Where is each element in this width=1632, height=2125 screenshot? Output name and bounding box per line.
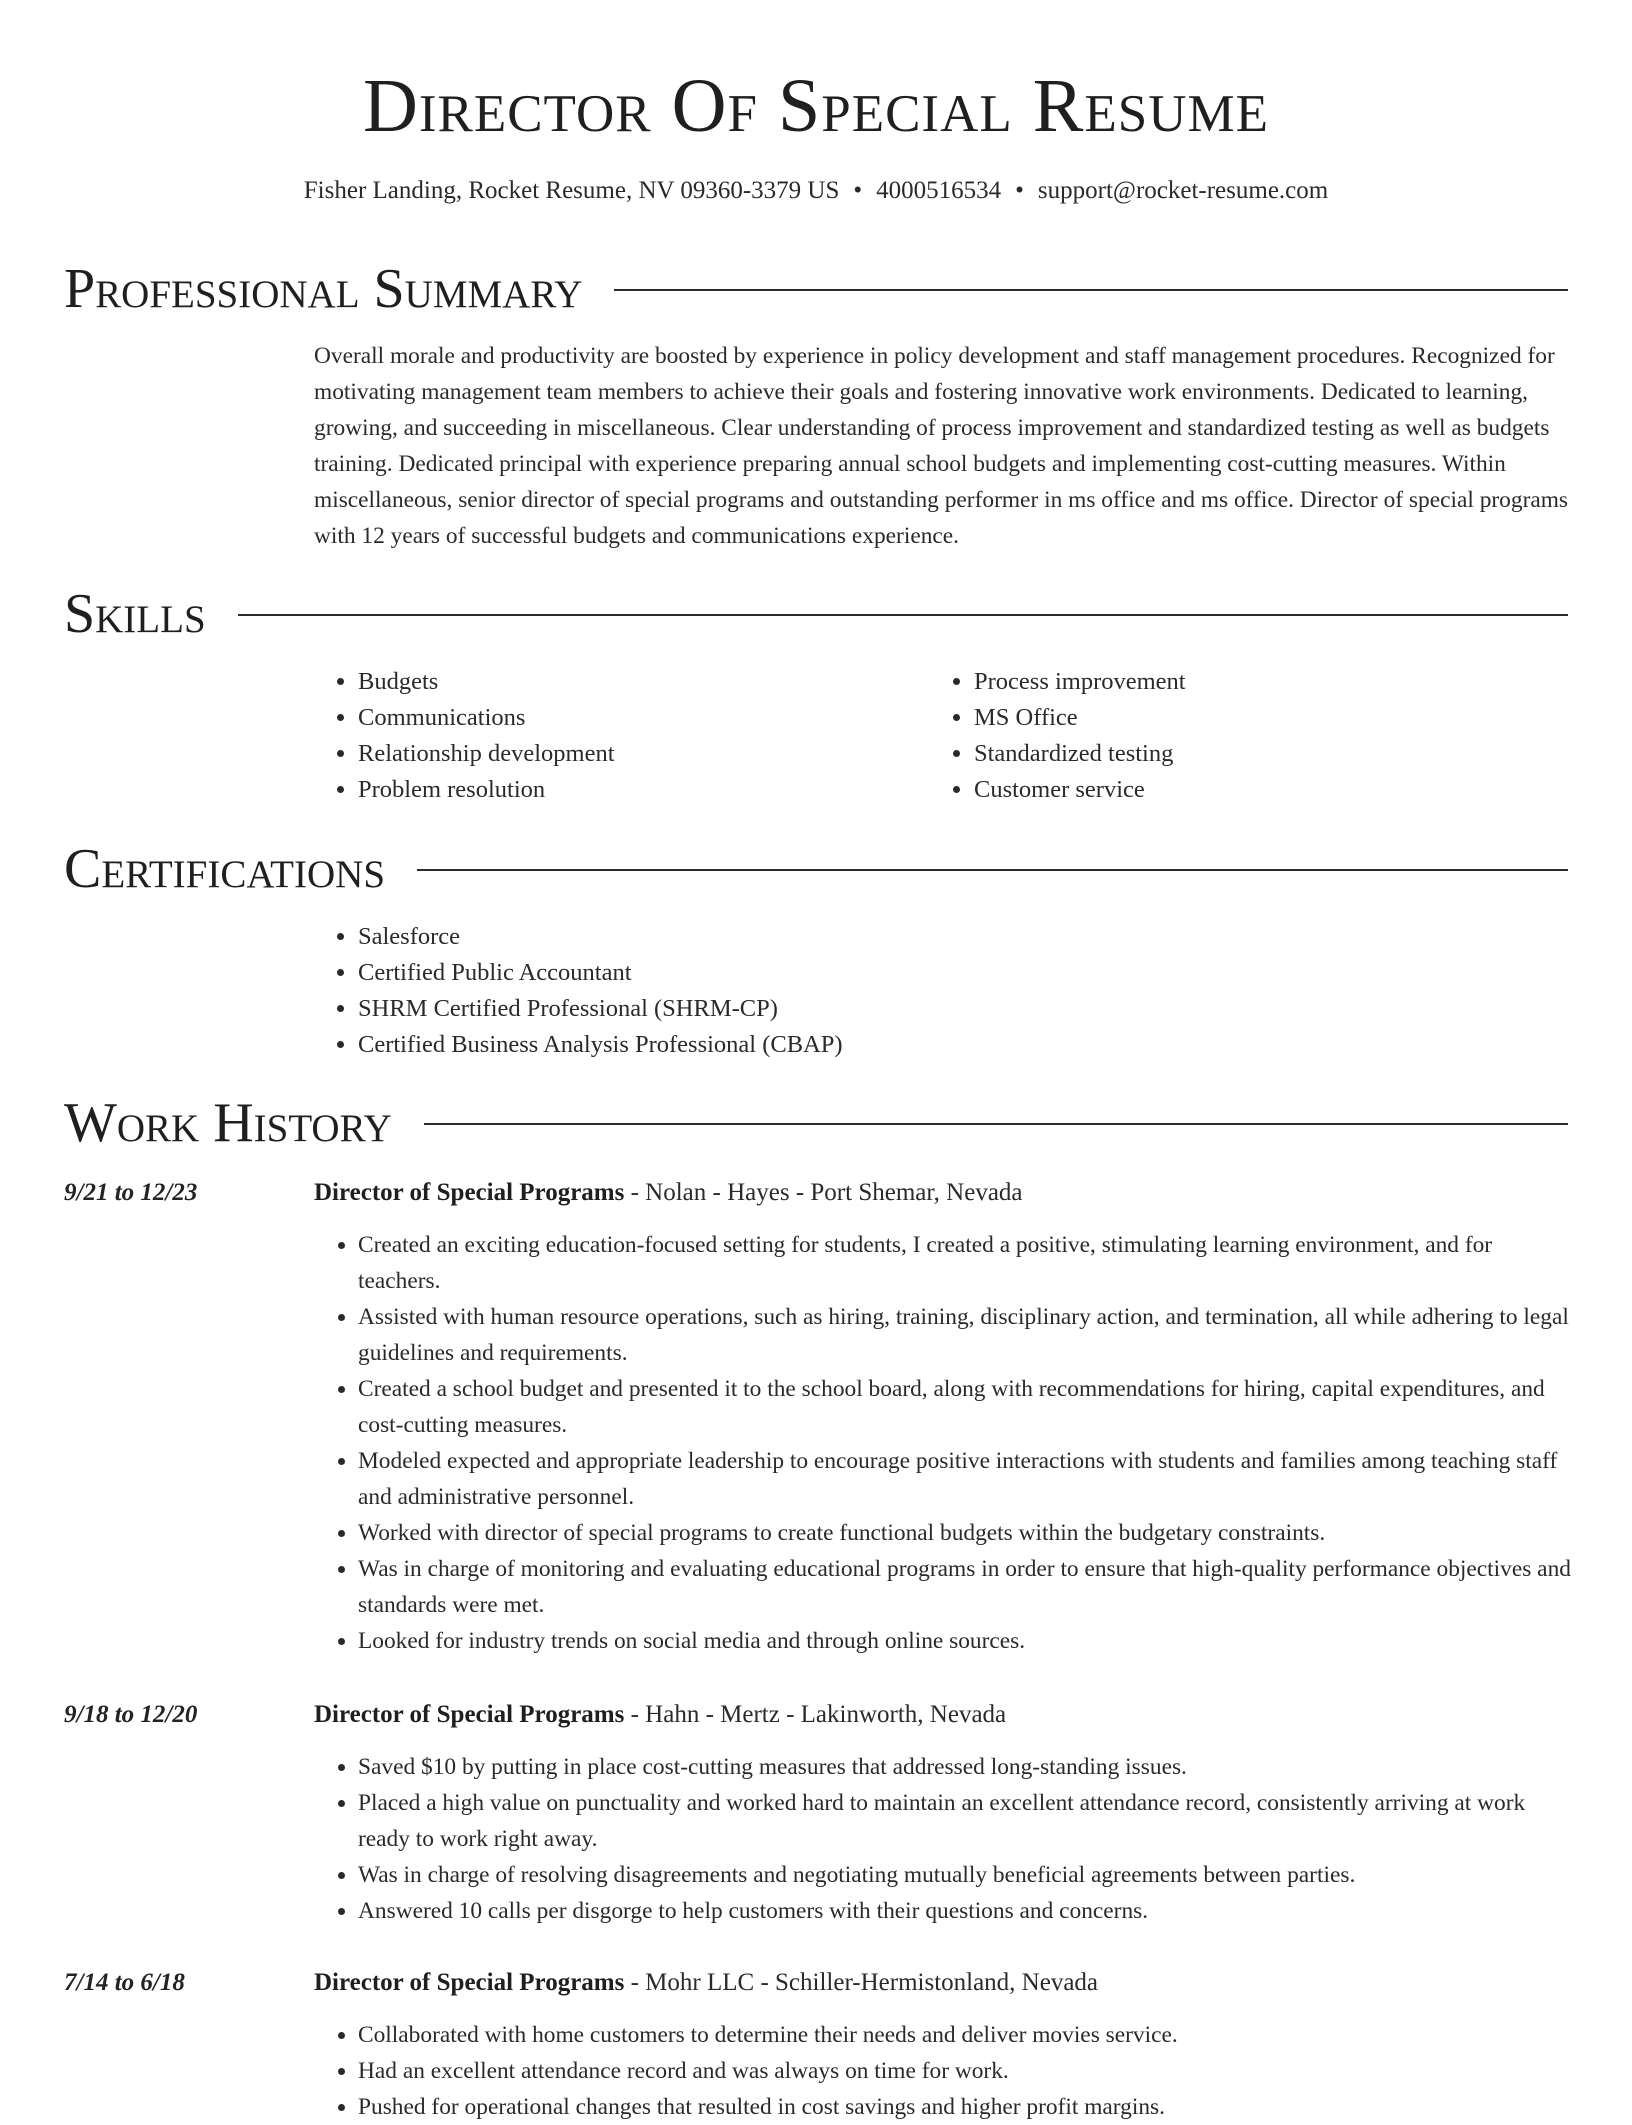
skill-item: • Communications <box>358 700 914 736</box>
job-title: Director of Special Programs <box>314 1701 625 1728</box>
skill-item: • MS Office <box>974 700 1570 736</box>
skills-column-right <box>930 664 1570 808</box>
job-bullet: • Worked with director of special programs to create functional budgets within the budgetary constraints. <box>358 1515 1576 1551</box>
job-bullet: • Answered 10 calls per disgorge to help customers with their questions and concerns. <box>358 1893 1576 1929</box>
contact-address: Fisher Landing, Rocket Resume, NV 09360-3379 US <box>303 177 840 204</box>
job-bullet: • Created a school budget and presented it to the school board, along with recommendations for hiring, capital expenditures, and cost-cutting measures. <box>358 1371 1576 1443</box>
job-bullet: • Assisted with human resource operations, such as hiring, training, disciplinary action, and termination, all while adhering to legal guidelines and requirements. <box>358 1299 1576 1371</box>
job-bullet: • Looked for industry trends on social media and through online sources. <box>358 1623 1576 1659</box>
job-entry <box>64 1697 1568 1929</box>
job-bullet: • Was in charge of resolving disagreements and negotiating mutually beneficial agreements between parties. <box>358 1857 1576 1893</box>
certification-item: • Certified Public Accountant <box>358 955 1514 991</box>
job-title-line <box>314 1697 1006 1733</box>
skill-item: • Standardized testing <box>974 736 1570 772</box>
work-history-section-header <box>64 1088 1568 1158</box>
skills-section-header <box>64 579 1568 649</box>
job-title-line <box>314 1175 1023 1211</box>
job-dates: 7/14 to 6/18 <box>64 1969 185 1996</box>
skills-heading: Skills <box>64 583 206 645</box>
summary-heading: Professional Summary <box>64 258 583 320</box>
job-employer: - Mohr LLC - Schiller-Hermistonland, Nevada <box>624 1969 1099 1996</box>
certifications-list <box>314 919 1514 1063</box>
job-bullet: • Pushed for operational changes that resulted in cost savings and higher profit margins. <box>358 2089 1576 2125</box>
skills-column-left <box>314 664 914 808</box>
job-title: Director of Special Programs <box>314 1969 625 1996</box>
certification-item: • SHRM Certified Professional (SHRM-CP) <box>358 991 1514 1027</box>
certification-item: • Certified Business Analysis Professional (CBAP) <box>358 1027 1514 1063</box>
job-employer: - Hahn - Mertz - Lakinworth, Nevada <box>624 1701 1007 1728</box>
job-bullet: • Saved $10 by putting in place cost-cutting measures that addressed long-standing issues. <box>358 1749 1576 1785</box>
skill-item: • Customer service <box>974 772 1570 808</box>
skill-item: • Relationship development <box>358 736 914 772</box>
resume-name: Director Of Special Resume <box>362 64 1270 148</box>
skill-item: • Process improvement <box>974 664 1570 700</box>
contact-line <box>0 174 1632 208</box>
contact-email[interactable]: support@rocket-resume.com <box>1037 177 1329 204</box>
job-bullet: • Had an excellent attendance record and was always on time for work. <box>358 2053 1576 2089</box>
skill-item: • Budgets <box>358 664 914 700</box>
summary-text: Overall morale and productivity are boosted by experience in policy development and staff management procedures. Recognized for motivating management team members to achieve their goals and fostering innovative work environments. Dedicated to learning, growing, and succeeding in miscellaneous. Clear understanding of process improvement and standardized testing as well as budgets training. Dedicated principal with experience preparing annual school budgets and implementing cost-cutting measures. Within miscellaneous, senior director of special programs and outstanding performer in ms office and ms office. Director of special programs with 12 years of successful budgets and communications experience. <box>314 343 1569 549</box>
job-bullet: • Modeled expected and appropriate leadership to encourage positive interactions with students and families among teaching staff and administrative personnel. <box>358 1443 1576 1515</box>
job-title: Director of Special Programs <box>314 1179 625 1206</box>
work-history-heading: Work History <box>64 1092 392 1154</box>
summary-section-header <box>64 254 1568 324</box>
contact-separator: • <box>853 177 863 204</box>
certification-item: • Salesforce <box>358 919 1514 955</box>
job-bullet: • Collaborated with home customers to determine their needs and deliver movies service. <box>358 2017 1576 2053</box>
job-employer: - Nolan - Hayes - Port Shemar, Nevada <box>624 1179 1023 1206</box>
job-title-line <box>314 1965 1098 2001</box>
section-divider <box>238 614 1568 616</box>
skill-item: • Problem resolution <box>358 772 914 808</box>
job-entry <box>64 1965 1568 2125</box>
contact-phone[interactable]: 4000516534 <box>876 177 1002 204</box>
section-divider <box>424 1123 1568 1125</box>
job-dates: 9/21 to 12/23 <box>64 1179 198 1206</box>
section-divider <box>614 289 1568 291</box>
section-divider <box>417 869 1568 871</box>
contact-separator: • <box>1015 177 1024 204</box>
job-bullet: • Created an exciting education-focused setting for students, I created a positive, stimulating learning environment, and for teachers. <box>358 1227 1576 1299</box>
certifications-section-header <box>64 834 1568 904</box>
certifications-heading: Certifications <box>64 838 386 900</box>
job-bullet: • Placed a high value on punctuality and worked hard to maintain an excellent attendance record, consistently arriving at work ready to work right away. <box>358 1785 1576 1857</box>
job-entry <box>64 1175 1571 1659</box>
job-bullet: • Was in charge of monitoring and evaluating educational programs in order to ensure that high-quality performance objectives and standards were met. <box>358 1551 1576 1623</box>
job-dates: 9/18 to 12/20 <box>64 1701 198 1728</box>
